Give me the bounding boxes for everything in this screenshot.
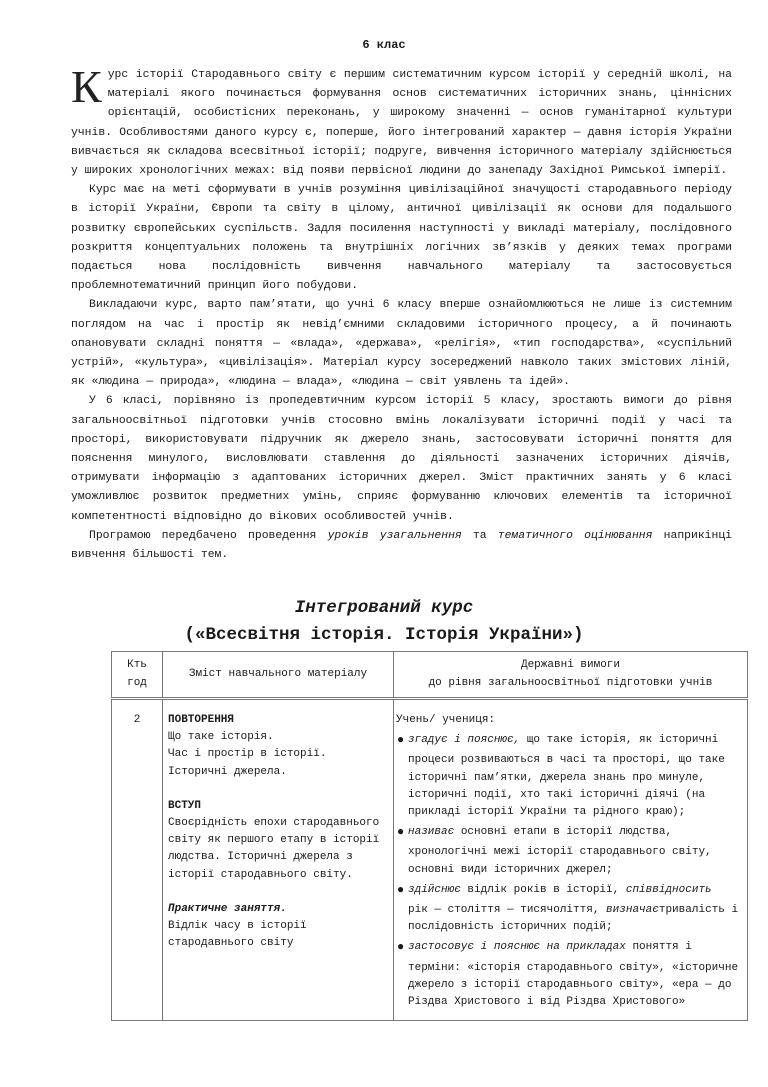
bullet-icon: ● xyxy=(397,940,405,955)
course-title: Інтегрований курс xyxy=(294,598,474,618)
header-content: Зміст навчального матеріалу xyxy=(163,652,394,699)
requirements-list xyxy=(396,732,741,1011)
row-content: ПОВТОРЕННЯ Що таке історія. Час і простір в історії. Історичні джерела. ВСТУП Своєрідність епохи стародавнього світу як першого етапу в історії людства. Історичні джерела з історії стародавнього світу. Практичне заняття. Відлік часу в історії стародавнього світу xyxy=(163,699,394,1021)
header-requirements: Державні вимоги до рівня загальноосвітньої підготовки учнів xyxy=(394,652,748,699)
intro-paragraph-4: У 6 класі, порівняно із пропедевтичним курсом історії 5 класу, зростають вимоги до рівня загальноосвітньої підготовки учнів стосовно вмінь локалізувати історичні події у часі та просторі, використовувати підручник як джерело знань, застосовувати історичні поняття для пояснення минулого, висловлювати ставлення до діяльності зазначених історичних діячів, отримувати інформацію з адаптованих історичних джерел. Зміст практичних занять у 6 класі уможливлює розвиток предметних умінь, сприяє формуванню ключових елементів та історичної компетентності відповідно до вікових особливостей учнів. xyxy=(71,395,732,523)
row-hours: 2 xyxy=(112,699,163,1021)
table-row xyxy=(112,699,748,1021)
table-header-row xyxy=(112,652,748,699)
page-header: 6 клас xyxy=(362,38,406,52)
bullet-icon: ● xyxy=(397,733,405,748)
intro-text xyxy=(71,61,733,565)
list-item: ● згадує і пояснює, що таке історія, як історичні процеси розвиваються в часі та просторі, що таке історичні пам’ятки, джерела знань про минуле, історичні події, хто такі історичні діячі (на прикладі історії України та рідного краю); xyxy=(397,733,725,819)
course-subtitle: («Всесвітня історія. Історія України») xyxy=(184,625,584,645)
section-heading-intro: ВСТУП xyxy=(168,799,202,812)
bullet-icon: ● xyxy=(397,825,405,840)
intro-paragraph-1: Курс історії Стародавнього світу є першим систематичним курсом історії у середній школі, на матеріалі якого починається формування основ систематичних історичних знань, ціннісних орієнтацій, особистісних переконань, у широкому значенні — основ гуманітарної культури учнів. Особливостями даного курсу є, поперше, його інтегрований характер — давня історія України вивчається як складова всесвітньої історії; подруге, вивчення історичного матеріалу здійснюється у широких хронологічних межах: від появи первісної людини до занепаду Західної Римської імперії. xyxy=(71,61,732,178)
requirements-lead: Учень/ учениця: xyxy=(396,714,496,726)
curriculum-table xyxy=(111,651,748,1021)
section-heading-review: ПОВТОРЕННЯ xyxy=(168,714,235,726)
header-hours: Кть год xyxy=(112,652,163,699)
list-item: ● здійснює відлік років в історії, співвідносить рік — століття — тисячоліття, визначаєтривалість і послідовність історичних подій; xyxy=(397,882,739,934)
list-item: ● застосовує і пояснює на прикладах поняття і терміни: «історія стародавнього світу», «історичне джерело з історії стародавнього світу», «ера — до Різдва Христового і від Різдва Христового» xyxy=(397,940,739,1009)
practice-label: Практичне заняття. xyxy=(168,902,287,915)
list-item: ● називає основні етапи в історії людства, хронологічні межі історії стародавнього світу, основні види історичних джерел; xyxy=(397,825,712,876)
bullet-icon: ● xyxy=(397,882,405,897)
intro-paragraph-5: Програмою передбачено проведення уроків узагальнення та тематичного оцінювання наприкінці вивчення більшості тем. xyxy=(71,529,733,562)
row-requirements xyxy=(394,699,748,1021)
intro-paragraph-3: Викладаючи курс, варто пам’ятати, що учні 6 класу вперше ознайомлюються не лише із системним поглядом на час і простір як невід’ємними складовими історичного процесу, а й починають опановувати складні поняття — «влада», «держава», «релігія», «тип господарства», «суспільний устрій», «культура», «цивілізація». Матеріал курсу зосереджений навколо таких змістових ліній, як «людина — природа», «людина — влада», «людина — світ уявлень та ідей». xyxy=(71,299,732,389)
drop-cap: К xyxy=(71,61,102,112)
intro-paragraph-2: Курс має на меті сформувати в учнів розуміння цивілізаційної значущості стародавнього періоду в історії України, Європи та світу в цілому, античної цивілізації як основи для подальшого розвитку європейських суспільств. Задля посилення наступності у викладі матеріалу, послідовного розкриття концептуальних положень та внутрішніх логічних зв’язків у деяких темах програми подається нова послідовність вивчення навчального матеріалу та застосовується проблемнотематичний принцип його побудови. xyxy=(71,184,732,293)
